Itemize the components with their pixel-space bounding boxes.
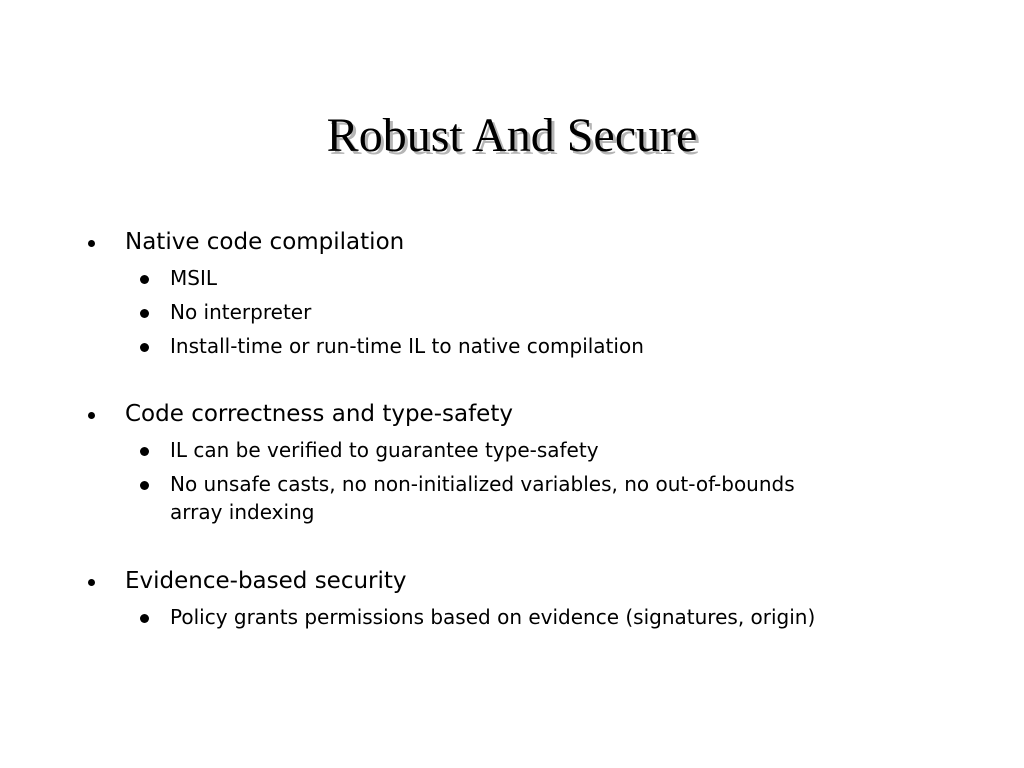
sub-bullet-text: No interpreter	[170, 300, 312, 324]
sub-bullet-no-interpreter	[0, 299, 1024, 325]
sub-bullet-msil	[0, 265, 1024, 291]
bullet-dot-icon	[88, 240, 95, 247]
sub-bullet-dot-icon	[140, 275, 149, 284]
sub-bullet-text: MSIL	[170, 266, 217, 290]
bullet-evidence-security	[0, 567, 1024, 595]
sub-bullet-text: IL can be verified to guarantee type-safety	[170, 438, 599, 462]
sub-bullet-text: Install-time or run-time IL to native compilation	[170, 334, 644, 358]
bullet-dot-icon	[88, 412, 95, 419]
sub-bullet-dot-icon	[140, 447, 149, 456]
sub-bullet-install-time	[0, 333, 1024, 359]
bullet-text: Code correctness and type-safety	[125, 401, 513, 427]
slide-title: Robust And Secure	[326, 109, 698, 162]
bullet-text: Evidence-based security	[125, 568, 407, 594]
bullet-text: Native code compilation	[125, 229, 405, 255]
sub-bullet-policy-grants	[0, 604, 1024, 630]
sub-bullet-text: array indexing	[170, 500, 315, 524]
sub-bullet-dot-icon	[140, 343, 149, 352]
bullet-code-correctness	[0, 400, 1024, 428]
sub-bullet-text: Policy grants permissions based on evidence (signatures, origin)	[170, 605, 816, 629]
bullet-native-code	[0, 228, 1024, 256]
bullet-dot-icon	[88, 579, 95, 586]
sub-bullet-dot-icon	[140, 481, 149, 490]
sub-bullet-dot-icon	[140, 614, 149, 623]
sub-bullet-il-verified	[0, 437, 1024, 463]
sub-bullet-no-unsafe-casts	[0, 471, 1024, 497]
sub-bullet-continuation	[0, 499, 1024, 525]
sub-bullet-text: No unsafe casts, no non-initialized variables, no out-of-bounds	[170, 472, 795, 496]
sub-bullet-dot-icon	[140, 309, 149, 318]
